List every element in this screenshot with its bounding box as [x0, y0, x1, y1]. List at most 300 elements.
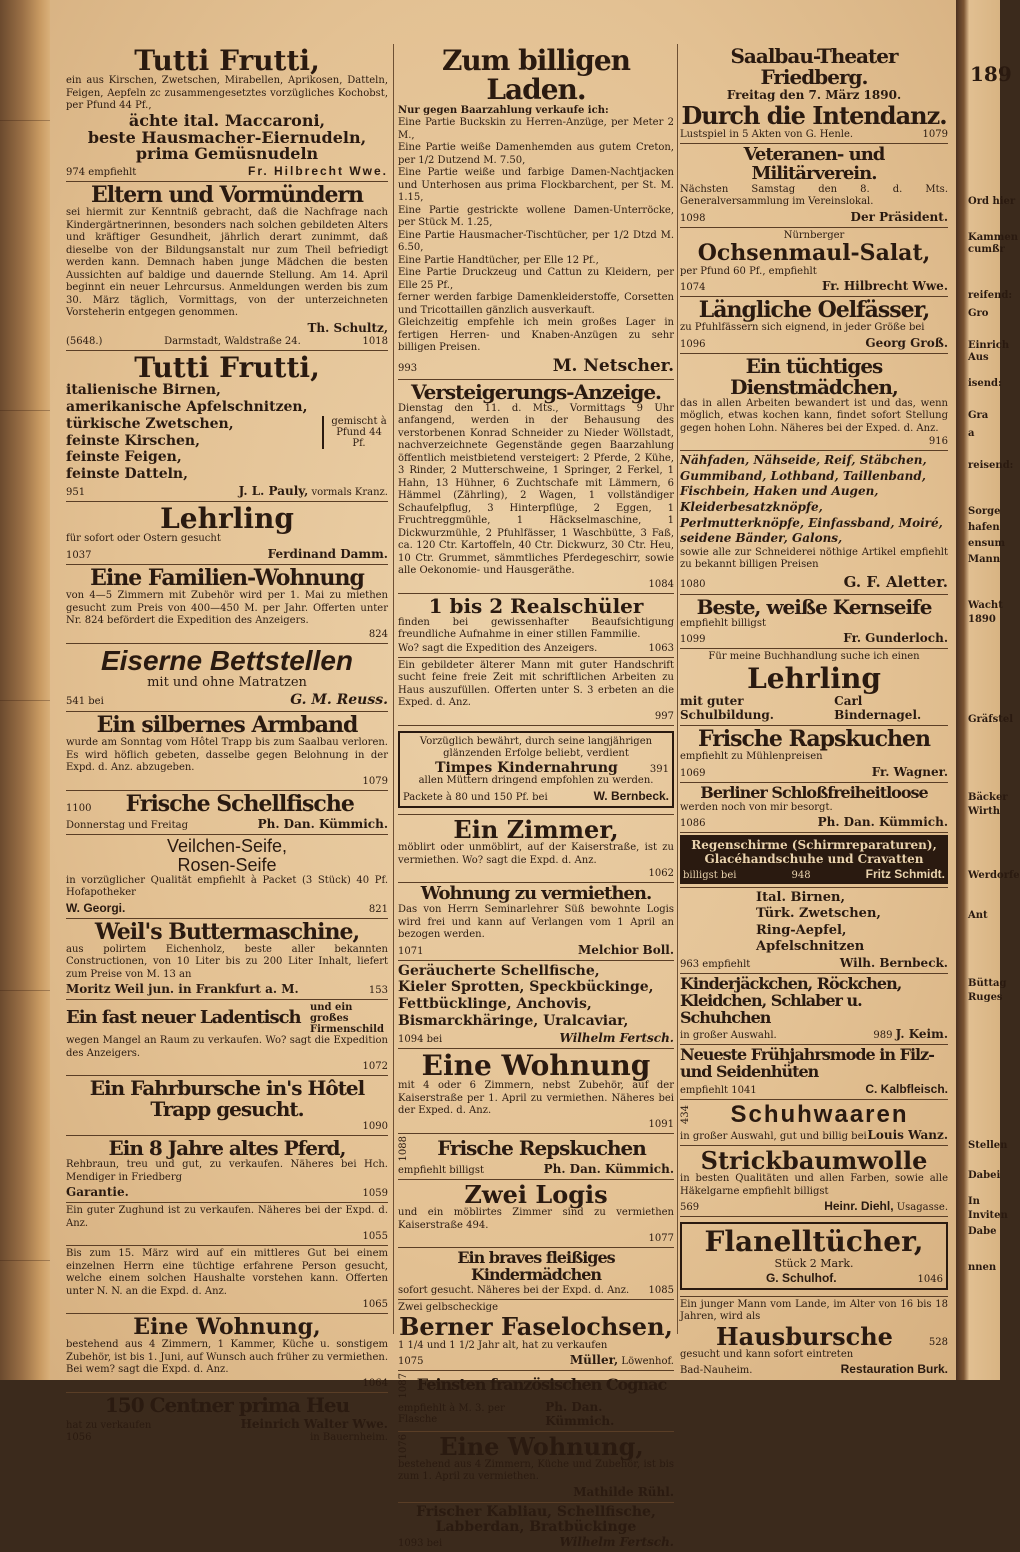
ad-signature-row: [680, 336, 948, 350]
ad-body: Ein junger Mann vom Lande, im Alter von 16 bis 18 Jahren, wird als: [680, 1298, 948, 1322]
ad-line: Eine Partie Buckskin zu Herren-Anzüge, per Meter 2 M.,: [398, 117, 674, 141]
column-left: [66, 44, 388, 1443]
ad-number: 569: [680, 1202, 700, 1214]
adjacent-page-fragment: a: [968, 428, 975, 439]
ad-address: Bad-Nauheim.: [680, 1365, 753, 1377]
ad-signature-row: [398, 356, 674, 376]
ad-flanelltuecher: [680, 1217, 948, 1296]
ad-fische: [398, 961, 674, 1049]
ad-title: Ein fast neuer Ladentisch: [66, 1007, 301, 1029]
ad-kinderjaeckchen: [680, 974, 948, 1045]
ad-body: Dienstag den 11. d. Mts., Vormittags 9 Uhr anfangend, werden in der Behausung des verstorbenen Konrad Schneider zu Nieder Wöllstadt, nachverzeichnete Gegenstände gegen Baarzahlung öffentlich meistbietend versteigert: 2 Pferde, 2 Kühe, 3 Rinder, 2 Mutterschweine, 1 Springer, 2 Ferkel, 1 Hahn, 13 Hühner, 6 Zuchtschafe mit Lämmern, 6 Hämmel (Zährling), 2 Wagen, 1 vollständiger Schaufelpflug, 3 Hinterpflüge, 2 Eggen, 1 Fruchtreggmühle, 1 Häckselmaschine, 1 Dickwurzmühle, 2 Pfuhlfässer, 1 Waschbütte, 3 Faß, ca. 120 Ctr. Kartoffeln, 40 Ctr. Dickwurz, 30 Ctr. Heu, 10 Ctr. Grummet, sämmtliches Pferdegeschirr, sowie alle Oekonomie- und Hausgeräthe.: [398, 402, 674, 577]
ad-signature: Wilh. Bernbeck.: [839, 956, 948, 970]
ad-title: Beste, weiße Kernseife: [696, 594, 932, 619]
ad-signature-row: [680, 765, 948, 779]
ad-body: gesucht und kann sofort eintreten: [680, 1348, 854, 1360]
ad-line: Eine Partie gestrickte wollene Damen-Unterröcke, per Stück M. 1.25,: [398, 204, 674, 229]
adjacent-page-fragment: Inviten: [968, 1210, 1008, 1221]
column-middle: [398, 44, 674, 1550]
ad-number: 1079: [362, 775, 388, 787]
ad-number: 1074: [680, 282, 706, 294]
adjacent-page-fragment: hafen: [968, 522, 1000, 533]
ad-signature-row: [66, 484, 388, 498]
ad-number: 1071: [398, 945, 424, 957]
ad-signature-row: [680, 815, 948, 829]
ad-signature: Wilhelm Fertsch.: [559, 1535, 674, 1550]
ad-dark-box: [680, 835, 948, 884]
ad-number: 974: [66, 167, 86, 179]
adjacent-page-fragment: Gräfstel: [968, 714, 1013, 725]
ad-signature-row: [680, 1128, 948, 1142]
ad-repskuchen: [398, 1134, 674, 1180]
ad-signature-row: [398, 1031, 674, 1045]
ad-wohnung-rühl: [398, 1432, 674, 1503]
ad-play-title: Durch die Intendanz.: [681, 101, 947, 130]
ad-number: 997: [654, 710, 674, 722]
ad-title: Eltern und Vormündern: [90, 182, 364, 209]
ad-number: 1062: [648, 868, 674, 880]
ad-line: Gleichzeitig empfehle ich mein großes Lager in fertigen Herren- und Knaben-Anzügen zu sehr billigen Preisen.: [398, 317, 674, 354]
adjacent-page-fragment: Ruges: [968, 992, 1003, 1003]
ad-body: bestehend aus 4 Zimmern, 1 Kammer, Küche u. sonstigem Zubehör, ist bis 1. Juni, auf Wunsch auch früher zu vermiethen. Bei wem? sagt die Expd. d. Anz.: [66, 1339, 388, 1376]
ad-number: 1086: [680, 818, 706, 829]
ad-signature: Ph. Dan. Kümmich.: [543, 1162, 674, 1177]
ad-number: 1056: [66, 1431, 92, 1443]
ad-faselochsen: [398, 1300, 674, 1371]
ad-signature: Ph. Dan. Kümmich.: [545, 1399, 615, 1428]
ad-number: 1041: [731, 1084, 757, 1096]
ad-signature-note: vormals Kranz.: [311, 487, 388, 499]
ad-signature: Moritz Weil jun. in Frankfurt a. M.: [66, 982, 299, 997]
ad-title: Eiserne Bettstellen: [100, 644, 354, 676]
ad-body: empfiehlt billigst: [398, 1165, 484, 1177]
ad-signature-row: [680, 436, 948, 447]
ad-signature-row: [66, 547, 388, 561]
ad-prefix: Zwei gelbscheckige: [398, 1301, 498, 1313]
ad-line: Ring-Aepfel,: [756, 922, 847, 938]
ad-prefix: bei: [426, 1033, 443, 1045]
ad-number: 821: [368, 903, 388, 915]
adjacent-page-fragment: reisend:: [968, 460, 1014, 471]
ad-signature: Heinr. Diehl,: [824, 1199, 894, 1214]
ad-signature-row: [66, 321, 388, 335]
ad-signature: Heinrich Walter Wwe.: [240, 1416, 388, 1431]
ad-title: 150 Centner prima Heu: [104, 1392, 350, 1417]
ad-signature-row: [403, 789, 669, 803]
ad-body: in großer Auswahl, gut und billig bei: [680, 1131, 867, 1143]
ad-title: Berliner Schloßfreiheitloose: [700, 782, 928, 802]
ad-heu: [66, 1393, 388, 1446]
ad-signature-row: [66, 1185, 388, 1199]
ad-number: 1037: [66, 549, 92, 561]
adjacent-page-fragment: Mann: [968, 554, 1001, 565]
ad-reference: (5648.): [66, 335, 103, 347]
ad-signature-row: [680, 631, 948, 645]
ad-title: Ein Zimmer,: [453, 814, 619, 844]
ad-tutti-frutti-2: [66, 351, 388, 502]
ad-signature-row: [66, 1121, 388, 1132]
ad-signature-row: [398, 868, 674, 879]
ad-signature: Ph. Dan. Kümmich.: [817, 815, 948, 829]
ad-date: Freitag den 7. März 1890.: [726, 88, 902, 102]
ad-title: Ein braves fleißiges Kindermädchen: [457, 1248, 615, 1285]
ad-signature: Fr. Wagner.: [871, 764, 948, 779]
ad-schlossfreiheit: [680, 783, 948, 833]
ad-number: 824: [368, 628, 388, 640]
adjacent-page-fragment: Dabe: [968, 1226, 997, 1237]
ad-signature-row: [66, 692, 388, 708]
ad-line: allen Müttern dringend empfohlen zu werden.: [418, 775, 654, 787]
ad-body: das in allen Arbeiten bewandert ist und das, wenn möglich, etwas kochen kann, findet sofort Stellung gegen hohen Lohn. Näheres bei der Exped. d. Anz.: [680, 397, 948, 434]
adjacent-page-fragment: reifend:: [968, 290, 1013, 301]
ad-title: Wohnung zu vermiethen.: [420, 883, 652, 905]
ad-body: Rehbraun, treu und gut, zu verkaufen. Näheres bei Hch. Mendiger in Friedberg: [66, 1159, 388, 1183]
ad-signature-row: [398, 943, 674, 957]
ad-signature: Melchior Boll.: [577, 942, 674, 957]
ad-signature-row: [398, 1119, 674, 1130]
ad-number: 153: [368, 985, 388, 997]
ad-signature-row: [398, 1353, 674, 1367]
ad-signature-row: [66, 1231, 388, 1242]
ad-signature-row: [66, 1417, 388, 1431]
ad-subtitle: mit und ohne Matratzen: [147, 674, 307, 690]
ad-number: 1093: [398, 1538, 424, 1550]
adjacent-page-fragment: Sorge: [968, 506, 1001, 517]
ad-body: bestehend aus 4 Zimmern, Küche und Zubehör, ist bis zum 1. April zu vermiethen.: [398, 1458, 674, 1483]
ad-body: Das von Herrn Seminarlehrer Süß bewohnte Logis wird frei und kann auf Verlangen vom 1 April an bezogen werden.: [398, 904, 674, 941]
ad-veteranen: [680, 144, 948, 228]
adjacent-page-fragment: Büttag: [968, 978, 1007, 989]
adjacent-page-fragment: Stellen: [968, 1140, 1008, 1151]
ad-body: in besten Qualitäten und allen Farben, sowie alle Häkelgarne empfiehlt billigst: [680, 1173, 948, 1197]
adjacent-page-fragment: Ord hier: [968, 196, 1016, 207]
ad-prefix: Nürnberger: [783, 229, 845, 241]
ad-address: Usagasse.: [896, 1202, 948, 1214]
ad-signature-row: [66, 1378, 388, 1389]
ad-kindermaedchen: [398, 1248, 674, 1300]
adjacent-page-year: 189: [970, 62, 1012, 86]
ad-line: Ital. Birnen,: [756, 890, 845, 905]
ad-zimmer: [398, 815, 674, 883]
ad-title: Ein silbernes Armband: [96, 712, 358, 739]
ad-seife: [66, 835, 388, 919]
ad-title: Eine Wohnung,: [133, 1314, 321, 1341]
ad-kabliau: [398, 1503, 674, 1552]
ad-oelfaesser: [680, 297, 948, 354]
adjacent-page-fragment: Dabei: [968, 1170, 1001, 1181]
ad-signature-row: [680, 694, 948, 722]
ad-line: Rosen-Seife: [177, 854, 277, 875]
ad-signature-row: [398, 1162, 674, 1176]
ad-number: 541: [66, 696, 86, 708]
ad-signature-row: [680, 573, 948, 591]
adjacent-page-fragment: Werdorfe: [968, 870, 1020, 881]
ad-body: Wo? sagt die Expedition des Anzeigers.: [398, 642, 598, 654]
ad-signature: J. Keim.: [895, 1027, 948, 1042]
ad-line: Geräucherte Schellfische,: [398, 962, 600, 979]
ad-signature-row: [680, 1362, 948, 1376]
ad-number: 1065: [362, 1299, 388, 1311]
ad-signature: Restauration Burk.: [840, 1362, 948, 1377]
column-right: [680, 44, 948, 1377]
ad-number: 1077: [648, 1233, 674, 1245]
ad-prefix: bei: [426, 1538, 443, 1550]
ad-prefix: empfiehlt: [88, 167, 137, 179]
ad-body: für sofort oder Ostern gesucht: [66, 533, 221, 545]
ad-signature: Fr. Hilbrecht Wwe.: [821, 279, 948, 294]
ad-body: mit 4 oder 6 Zimmern, nebst Zubehör, auf der Kaiserstraße per 1. April zu vermiethen. Näheres bei der Exped. d. Anz.: [398, 1080, 674, 1117]
ad-number: 1069: [680, 767, 706, 779]
adjacent-page-fragment: nnen: [968, 1262, 997, 1273]
ad-billigen-laden: [398, 44, 674, 380]
ad-body: Bis zum 15. März wird auf ein mittleres Gut bei einem einzelnen Herrn eine tüchtige erfahrene Person gesucht, welche einem solchen Haushalte vorstehen kann. Offerten unter N. N. an die Expd. d. Anz.: [66, 1248, 388, 1297]
ad-address: Löwenhof.: [621, 1356, 674, 1368]
ad-number: 1075: [398, 1356, 424, 1368]
ad-cognac: [398, 1371, 674, 1431]
ad-item: feinste Feigen,: [66, 449, 182, 466]
ad-line: ächte ital. Maccaroni,: [128, 110, 326, 130]
ad-line: Regenschirme (Schirmreparaturen),: [691, 838, 937, 852]
ad-bettstellen: [66, 644, 388, 713]
ad-subtitle: Stück 2 Mark.: [774, 1256, 854, 1270]
adjacent-page-fragment: Wirth: [968, 806, 1001, 817]
ad-body: Ein guter Zughund ist zu verkaufen. Näheres bei der Expd. d. Anz.: [66, 1205, 388, 1229]
ad-body: empfiehlt zu Mühlenpreisen: [680, 751, 823, 763]
ad-line: Eine Partie Hausmacher-Tischtücher, per 1/2 Dtzd M. 6.50,: [398, 229, 674, 254]
ad-body: mit guter Schulbildung.: [680, 694, 774, 723]
ad-title: Versteigerungs-Anzeige.: [410, 379, 662, 404]
ad-signature-row: [398, 1400, 674, 1428]
ad-gebildeter-mann: [398, 658, 674, 726]
ad-signature: M. Netscher.: [552, 355, 674, 376]
ad-signature: Carl Bindernagel.: [834, 694, 922, 723]
ad-signature-row: [680, 1027, 948, 1041]
ad-number: 1098: [680, 212, 706, 224]
adjacent-page-fragment: Ant: [968, 910, 988, 921]
ad-footer-row: [66, 1432, 388, 1443]
ad-number: 1096: [680, 338, 706, 350]
ad-signature-row: [66, 164, 388, 178]
ad-number: 1090: [362, 1121, 388, 1133]
ad-item: italienische Birnen,: [66, 382, 221, 399]
ad-number: 1087: [398, 1373, 409, 1399]
ad-body: von 4—5 Zimmern mit Zubehör wird per 1. Mai zu miethen gesucht zum Preis von 400—450 M. per Jahr. Offerten unter Nr. 824 befördert die Expedition des Anzeigers.: [66, 590, 388, 627]
ad-signature-row: [66, 629, 388, 640]
ad-title: Strickbaumwolle: [700, 1146, 928, 1176]
ad-signature-row: [66, 776, 388, 787]
ad-title: Lehrling: [160, 502, 294, 536]
ad-pferd: [66, 1136, 388, 1203]
ad-signature: Fritz Schmidt.: [865, 867, 945, 881]
ad-signature-row: [398, 643, 674, 654]
ad-number: 1079: [922, 129, 948, 141]
ad-signature: Th. Schultz,: [307, 320, 388, 335]
ad-line: Türk. Zwetschen,: [756, 906, 881, 922]
ad-ochsenmaul: [680, 228, 948, 297]
ad-number: 993: [398, 362, 418, 374]
ad-body: in vorzüglicher Qualität empfiehlt à Packet (3 Stück) 40 Pf. Hofapotheker: [66, 874, 388, 899]
ad-timpe: [398, 726, 674, 815]
adjacent-page-fragment: Kammen: [968, 232, 1018, 243]
ad-signature: Der Präsident.: [850, 209, 948, 224]
ad-signature: G. M. Reuss.: [290, 692, 388, 709]
ad-item: amerikanische Apfelschnitzen,: [66, 399, 308, 416]
ad-signature: Ferdinand Damm.: [267, 546, 388, 561]
ad-birnen: [680, 888, 948, 974]
ad-line: Vorzüglich bewährt, durch seine langjährigen glänzenden Erfolge beliebt, verdient: [419, 735, 653, 760]
ad-body: empfiehlt billigst: [680, 617, 766, 629]
ad-body: und ein möblirtes Zimmer sind zu vermiethen Kaiserstraße 494.: [398, 1207, 674, 1231]
ad-number: 528: [928, 1336, 948, 1348]
ad-zwei-logis: [398, 1180, 674, 1248]
ad-price-note: gemischt à Pfund 44 Pf.: [322, 416, 388, 449]
ad-body: ein aus Kirschen, Zwetschen, Mirabellen, Aprikosen, Datteln, Feigen, Aepfeln zc zusammengesetztes vorzügliches Kochobst, per Pfund 44 Pf.,: [66, 75, 388, 112]
ad-title: Flanelltücher,: [704, 1225, 924, 1259]
ad-title: Kinderjäckchen, Röckchen, Kleidchen, Schlaber u. Schuhchen: [680, 974, 902, 1027]
ad-signature-row: [66, 982, 388, 996]
ad-signature: Louis Wanz.: [867, 1128, 948, 1143]
ad-number: 1046: [917, 1273, 943, 1285]
ad-tag: Garantie.: [66, 1185, 129, 1200]
ad-item: feinste Datteln,: [66, 466, 188, 483]
ad-signature-row: [680, 279, 948, 293]
ad-signature-row: [683, 867, 945, 881]
ad-strickbaumwolle: [680, 1146, 948, 1217]
ad-signature-row: [398, 1233, 674, 1244]
ad-signature: W. Bernbeck.: [593, 788, 669, 803]
ad-number: 1084: [648, 578, 674, 590]
ad-buttermaschine: [66, 919, 388, 1001]
ad-title: Ein tüchtiges Dienstmädchen,: [730, 353, 898, 399]
ad-title: Schuhwaaren: [730, 1100, 909, 1128]
ad-body: möblirt oder unmöblirt, auf der Kaiserstraße, ist zu vermiethen. Wo? sagt die Expd. d. Anz.: [398, 842, 674, 866]
ad-signature: J. L. Pauly,: [238, 484, 309, 499]
ad-title: Lehrling: [747, 661, 881, 695]
ad-side-note: empfiehlt: [680, 1084, 729, 1096]
ad-body: hat zu verkaufen: [66, 1419, 152, 1431]
ad-title: Feinsten französischen Cognac: [416, 1375, 667, 1395]
ad-line: Fettbücklinge, Anchovis,: [398, 996, 592, 1013]
ad-signature: G. Schulhof.: [765, 1270, 837, 1285]
ad-signature-row: [680, 129, 948, 140]
ad-body: billigst bei: [683, 870, 737, 881]
ad-versteigerung: [398, 380, 674, 594]
ad-signature-row: [680, 210, 948, 224]
ad-signature-row: [66, 817, 388, 831]
ad-line: Kieler Sprotten, Speckbückinge,: [398, 979, 654, 996]
ad-number: 1072: [362, 1061, 388, 1073]
ad-signature: G. F. Aletter.: [843, 572, 948, 591]
ad-body: 1 1/4 und 1 1/2 Jahr alt, hat zu verkaufen: [398, 1339, 608, 1351]
ad-signature: Müller,: [569, 1353, 619, 1368]
ad-number: 391: [649, 763, 669, 775]
ad-regenschirme: [680, 833, 948, 888]
ad-body: Packete à 80 und 150 Pf. bei: [403, 791, 548, 803]
ad-eltern: [66, 182, 388, 351]
ad-line: Eine Partie weiße und farbige Damen-Nachtjacken und Unterhosen aus prima Flockbarchent, per St. M. 1.15,: [398, 167, 674, 204]
ad-wohnung-vermiethen: [398, 883, 674, 960]
adjacent-page-fragment: Wacht: [968, 600, 1003, 611]
ad-line: Frischer Kabliau, Schellfische,: [416, 1503, 656, 1520]
ad-line: Labberdan, Bratbückinge: [435, 1518, 637, 1535]
ad-line: Veilchen-Seife,: [166, 835, 288, 856]
ad-title: Zum billigen Laden.: [441, 44, 631, 107]
ad-title: Weil's Buttermaschine,: [94, 918, 360, 945]
ad-intro: Nur gegen Baarzahlung verkaufe ich:: [398, 104, 609, 116]
ad-signature: Georg Groß.: [865, 335, 948, 350]
adjacent-page-fragment: cumßr: [968, 244, 1005, 255]
ad-number: 1088: [398, 1135, 409, 1162]
column-rule: [677, 44, 678, 1334]
ad-items: Nähfaden, Nähseide, Reif, Stäbchen, Gummiband, Lothband, Taillenband, Fischbein, Haken und Augen, Kleiderbesatzknöpfe, Perlmutterknöpfe, Einfassband, Moiré, seidene Bänder, Galons,: [680, 453, 943, 546]
ad-side-note: und ein großes Firmenschild: [310, 1002, 384, 1036]
adjacent-page-fragment: Einrich: [968, 340, 1010, 351]
ad-title: Ochsenmaul-Salat,: [697, 240, 931, 267]
ad-body: aus polirtem Eichenholz, beste aller bekannten Constructionen, von 10 Liter bis zu 200 Liter Inhalt, liefert zum Preise von M. 13 an: [66, 943, 388, 980]
ad-number: 1085: [648, 1284, 674, 1296]
ad-signature: C. Kalbfleisch.: [865, 1081, 948, 1096]
adjacent-page-fragment: Bäcker: [968, 792, 1008, 803]
book-binding: [0, 0, 50, 1380]
ad-title: 1 bis 2 Realschüler: [428, 593, 644, 618]
ad-zughund: [66, 1203, 388, 1246]
ad-signature: Ph. Dan. Kümmich.: [257, 816, 388, 831]
ad-line: Apfelschnitzen: [756, 938, 865, 954]
ad-title: Frische Repskuchen: [437, 1135, 646, 1160]
ad-schuhwaaren: [680, 1100, 948, 1146]
ad-line: Eine Partie Druckzeug und Cattun zu Kleidern, per Elle 25 Pf.,: [398, 267, 674, 291]
adjacent-page-strip: [956, 0, 1020, 1380]
ad-frame: [398, 731, 674, 808]
ad-address: Darmstadt, Waldstraße 24.: [164, 335, 301, 347]
ad-number: 1063: [648, 642, 674, 654]
ad-signature: Wilhelm Fertsch.: [559, 1030, 674, 1045]
ad-title: Frische Rapskuchen: [697, 726, 931, 753]
ad-body: finden bei gewissenhafter Beaufsichtigung freundliche Aufnahme in einer stillen Fammilie.: [398, 616, 674, 641]
adjacent-page-fragment: ensum: [968, 538, 1006, 549]
ad-body: zu Pfuhlfässern sich eignend, in jeder Größe bei: [680, 322, 925, 334]
ad-number: 1064: [362, 1377, 388, 1389]
ad-armband: [66, 712, 388, 791]
ad-title: Frische Schellfische: [125, 790, 354, 817]
adjacent-page-fragment: 1890: [968, 614, 996, 625]
ad-subtitle: Lustspiel in 5 Akten von G. Henle.: [680, 129, 854, 141]
ad-lehrling: [66, 502, 388, 565]
ad-number: 1055: [362, 1231, 388, 1243]
ad-body: Nächsten Samstag den 8. d. Mts. Generalversammlung im Vereinslokal.: [680, 183, 948, 208]
ad-body: wegen Mangel an Raum zu verkaufen. Wo? sagt die Expedition des Anzeigers.: [66, 1035, 388, 1059]
ad-title: Eine Wohnung: [421, 1048, 651, 1082]
ad-signature-row: [398, 711, 674, 722]
adjacent-page-fragment: Aus: [968, 352, 989, 363]
ad-dienstmaedchen: [680, 354, 948, 452]
ad-hausbursche: [680, 1297, 948, 1380]
ad-number: 948: [791, 870, 811, 881]
ad-number: 989: [873, 1030, 893, 1042]
ad-signature-row: [398, 579, 674, 590]
ad-body: per Pfund 60 Pf., empfiehlt: [680, 265, 817, 277]
ad-wohnung: [66, 1314, 388, 1393]
ad-number: 1059: [362, 1188, 388, 1200]
ad-signature-row: [66, 1061, 388, 1072]
ad-theater: [680, 44, 948, 144]
ad-title: Eine Wohnung,: [439, 1431, 644, 1461]
ad-title: Zwei Logis: [464, 1180, 608, 1210]
ad-number: 1076: [398, 1433, 409, 1459]
ad-line: beste Hausmacher-Eiernudeln,: [87, 127, 367, 147]
ad-body: sowie alle zur Schneiderei nöthige Artikel empfiehlt zu bekannt billigen Preisen: [680, 546, 948, 571]
ad-gut: [66, 1246, 388, 1314]
